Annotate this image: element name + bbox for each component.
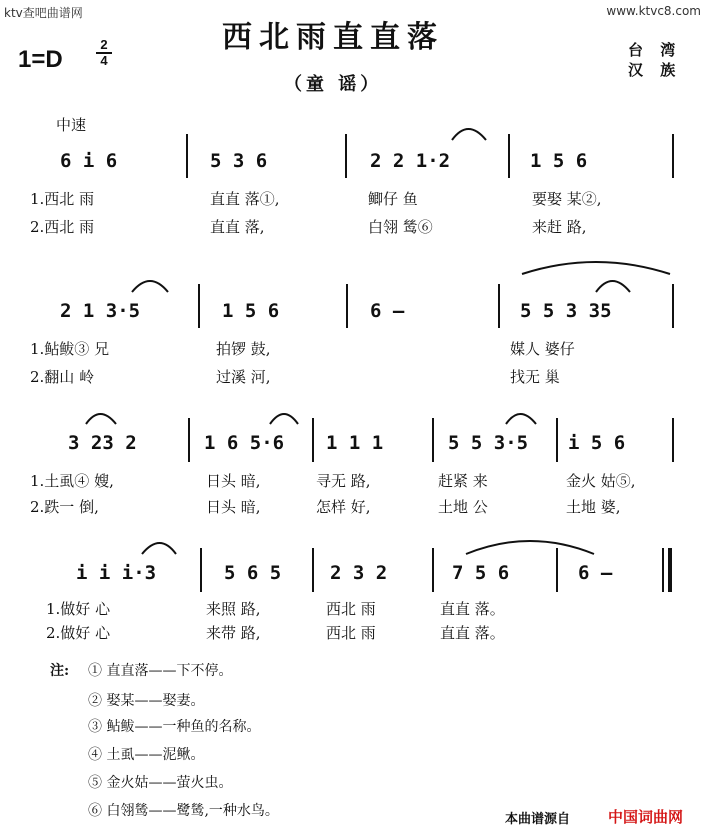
- footnote-2: ② 娶某——娶妻。: [88, 693, 205, 709]
- slur-arc: [522, 262, 670, 274]
- lyric-3-1-v1: 1.土虱④ 嫂,: [30, 472, 114, 490]
- lyric-3-5-v1: 金火 姑⑤,: [566, 472, 636, 490]
- lyric-2-1-v1: 1.鲇鲅③ 兄: [30, 340, 110, 358]
- measure-4-3: 2 3 2: [330, 562, 388, 584]
- source-label: 本曲谱源自: [505, 812, 571, 827]
- origin-ethnicity: 汉 族: [628, 61, 682, 79]
- lyric-4-1-v2: 2.做好 心: [46, 624, 111, 642]
- site-brand: 中国词曲网: [608, 808, 684, 826]
- watermark-left: ktv查吧曲谱网: [4, 6, 83, 20]
- slur-arc: [270, 414, 298, 424]
- lyric-3-4-v2: 土地 公: [438, 498, 488, 516]
- lyric-1-3-v1: 鲫仔 鱼: [368, 190, 418, 208]
- lyric-4-4-v2: 直直 落。: [440, 624, 505, 642]
- lyric-1-4-v1: 要娶 某②,: [532, 190, 602, 208]
- watermark-right: www.ktvc8.com: [606, 4, 701, 18]
- lyric-4-4-v1: 直直 落。: [440, 600, 505, 618]
- origin-region: 台 湾: [628, 41, 682, 59]
- lyric-2-2-v1: 拍锣 鼓,: [216, 340, 271, 358]
- lyric-1-1-v1: 1.西北 雨: [30, 190, 95, 208]
- measure-2-1: 2 1 3·5: [60, 300, 141, 322]
- key-prefix: 1=D: [18, 46, 63, 73]
- notes-label: 注:: [50, 663, 70, 679]
- footnote-6: ⑥ 白翎鸶——鹭鸶,一种水鸟。: [88, 803, 279, 819]
- slur-arc: [452, 129, 486, 140]
- footnote-1: ① 直直落——下不停。: [88, 663, 233, 679]
- measure-3-1: 3 23 2: [68, 432, 137, 454]
- measure-2-3: 6 –: [370, 300, 405, 322]
- footnote-4: ④ 土虱——泥鳅。: [88, 747, 205, 763]
- lyric-3-4-v1: 赶紧 来: [438, 472, 488, 490]
- lyric-2-4-v1: 媒人 婆仔: [510, 340, 575, 358]
- measure-1-2: 5 3 6: [210, 150, 268, 172]
- measure-4-2: 5 6 5: [224, 562, 282, 584]
- lyric-3-3-v1: 寻无 路,: [316, 472, 371, 490]
- measure-1-1: 6 i 6: [60, 150, 118, 172]
- time-denominator: 4: [100, 53, 108, 68]
- lyric-3-3-v2: 怎样 好,: [316, 498, 371, 516]
- slur-arc: [506, 414, 536, 424]
- lyric-4-2-v2: 来带 路,: [206, 624, 261, 642]
- slur-arc: [596, 281, 630, 292]
- lyric-2-1-v2: 2.翻山 岭: [30, 368, 95, 386]
- lyric-1-1-v2: 2.西北 雨: [30, 218, 95, 236]
- lyric-1-2-v2: 直直 落,: [210, 218, 265, 236]
- measure-2-4: 5 5 3 35: [520, 300, 612, 322]
- lyric-3-1-v2: 2.跌一 倒,: [30, 498, 99, 516]
- measure-1-3: 2 2 1·2: [370, 150, 451, 172]
- lyric-4-3-v1: 西北 雨: [326, 600, 376, 618]
- footnote-3: ③ 鲇鲅——一种鱼的名称。: [88, 719, 261, 735]
- lyric-1-4-v2: 来赶 路,: [532, 218, 587, 236]
- song-subtitle: （童 谣）: [284, 74, 383, 95]
- lyric-1-3-v2: 白翎 鸶⑥: [368, 218, 433, 236]
- lyric-2-2-v2: 过溪 河,: [216, 368, 271, 386]
- measure-3-4: 5 5 3·5: [448, 432, 529, 454]
- measure-2-2: 1 5 6: [222, 300, 280, 322]
- time-numerator: 2: [96, 38, 112, 54]
- lyric-3-2-v1: 日头 暗,: [206, 472, 261, 490]
- measure-3-3: 1 1 1: [326, 432, 384, 454]
- lyric-4-1-v1: 1.做好 心: [46, 600, 111, 618]
- lyric-4-3-v2: 西北 雨: [326, 624, 376, 642]
- lyric-2-4-v2: 找无 巢: [510, 368, 560, 386]
- measure-3-5: i 5 6: [568, 432, 626, 454]
- footnote-5: ⑤ 金火姑——萤火虫。: [88, 775, 233, 791]
- measure-1-4: 1 5 6: [530, 150, 588, 172]
- measure-4-1: i i i·3: [76, 562, 157, 584]
- slur-arc: [132, 281, 168, 292]
- lyric-4-2-v1: 来照 路,: [206, 600, 261, 618]
- tempo-marking: 中速: [56, 116, 87, 134]
- measure-3-2: 1 6 5·6: [204, 432, 285, 454]
- measure-4-5: 6 –: [578, 562, 613, 584]
- lyric-3-5-v2: 土地 婆,: [566, 498, 621, 516]
- lyric-1-2-v1: 直直 落①,: [210, 190, 280, 208]
- measure-4-4: 7 5 6: [452, 562, 510, 584]
- slur-arc: [142, 543, 176, 554]
- song-title: 西北雨直直落: [222, 20, 444, 55]
- lyric-3-2-v2: 日头 暗,: [206, 498, 261, 516]
- slur-arc: [86, 414, 116, 424]
- slur-arc: [466, 541, 594, 554]
